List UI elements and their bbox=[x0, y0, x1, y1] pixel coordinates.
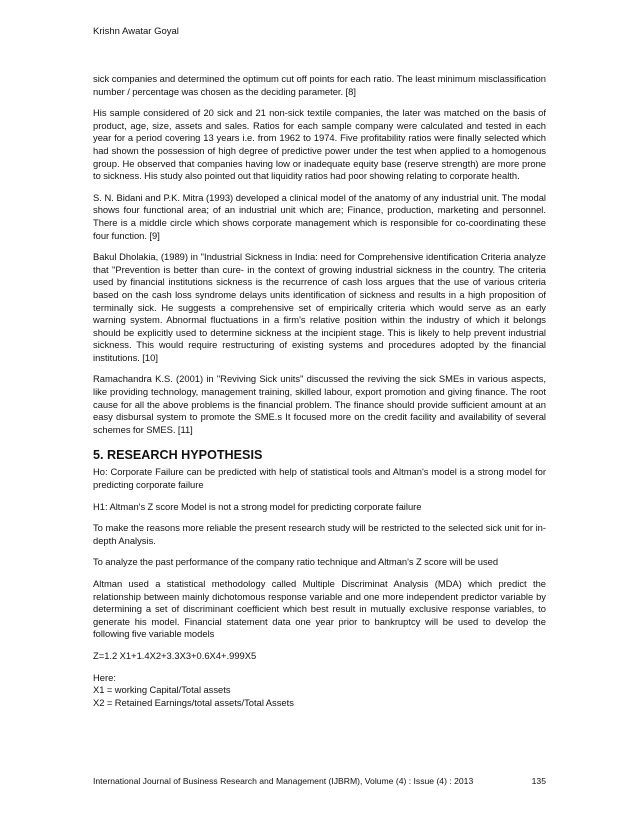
variable-x1: X1 = working Capital/Total assets bbox=[93, 684, 231, 696]
page-number: 135 bbox=[531, 776, 546, 786]
paragraph-bidani-mitra: S. N. Bidani and P.K. Mitra (1993) developed a clinical model of the anatomy of any industrial unit. The modal shows four functional area; of an industrial unit which are; Finance, production, marketing and personnel. There is a middle circle which shows corporate management which is responsible for co-coordinating these four function. [9] bbox=[93, 191, 546, 241]
paragraph-sample-study: His sample considered of 20 sick and 21 non-sick textile companies, the later was matched on the basis of product, age, size, assets and sales. Ratios for each sample company were calculated and tested in each year for a period covering 13 years i.e. from 1962 to 1974. Five profitability ratios were finally selected which had shown the possession of high degree of predictive power under the test when applied to a homogenous group. He observed that companies having low or inadequate equity base (reserve strength) are more prone to sickness. His study also pointed out that liquidity ratios had poor showing relating to corporate health. bbox=[93, 107, 546, 182]
variable-definitions bbox=[93, 672, 546, 710]
paragraph-ramachandra: Ramachandra K.S. (2001) in "Reviving Sick units" discussed the reviving the sick SMEs in various aspects, like providing technology, management training, skilled labour, export promotion and giving finance. The root cause for all the above problems is the financial problem. The finance should provide sufficient amount at an easy disbursal system to promote the SME.s It focused more on the credit facility and availability of several schemes for SMES. [11] bbox=[93, 373, 546, 435]
z-score-formula: Z=1.2 X1+1.4X2+3.3X3+0.6X4+.999X5 bbox=[93, 649, 257, 661]
paragraph-restriction: To make the reasons more reliable the present research study will be restricted to the selected sick unit for in-depth Analysis. bbox=[93, 522, 546, 546]
paragraph-altman-mda: Altman used a statistical methodology called Multiple Discriminat Analysis (MDA) which predict the relationship between mainly dichotomous response variable and one more independent predictor variable by determining a set of discriminant coefficient which best result in mutually exclusive response variables, to generate his model. Financial statement data one year prior to bankruptcy will be used to develop the following five variable models bbox=[93, 578, 546, 640]
paragraph-dholakia: Bakul Dholakia, (1989) in "Industrial Sickness in India: need for Comprehensive identification Criteria analyze that "Prevention is better than cure- in the context of growing industrial sickness in the country. The criteria used by financial institutions sickness is the recurrence of cash loss argues that the use of various criteria based on the cash loss syndrome delays units identification of sickness and results in a high proposition of terminally sick. He suggests a comprehensive set of empirically criteria which would serve as an early warning system. Abnormal fluctuations in a firm's relative position within the industry of which it belongs should be explicitly used to determine sickness at the incipient stage. This is likely to help prevent industrial sickness. This would require restructuring of existing systems and procedures adopted by the financial institutions. [10] bbox=[93, 251, 546, 363]
page-body bbox=[93, 73, 546, 718]
variable-x2: X2 = Retained Earnings/total assets/Total Assets bbox=[93, 696, 294, 708]
paragraph-continuation: sick companies and determined the optimum cut off points for each ratio. The least minimum misclassification number / percentage was chosen as the deciding parameter. [8] bbox=[93, 73, 546, 97]
page-footer bbox=[93, 776, 546, 786]
running-head-author: Krishn Awatar Goyal bbox=[93, 26, 179, 37]
section-heading: 5. RESEARCH HYPOTHESIS bbox=[93, 448, 263, 463]
here-label: Here: bbox=[93, 671, 116, 683]
footer-journal: International Journal of Business Research and Management (IJBRM), Volume (4) : Issue (4) : 2013 bbox=[93, 776, 474, 786]
hypothesis-ho: Ho: Corporate Failure can be predicted with help of statistical tools and Altman's model is a strong model for predicting corporate failure bbox=[93, 466, 546, 491]
hypothesis-h1: H1: Altman's Z score Model is not a strong model for predicting corporate failure bbox=[93, 500, 422, 512]
paragraph-analysis: To analyze the past performance of the company ratio technique and Altman's Z score will be used bbox=[93, 556, 499, 568]
